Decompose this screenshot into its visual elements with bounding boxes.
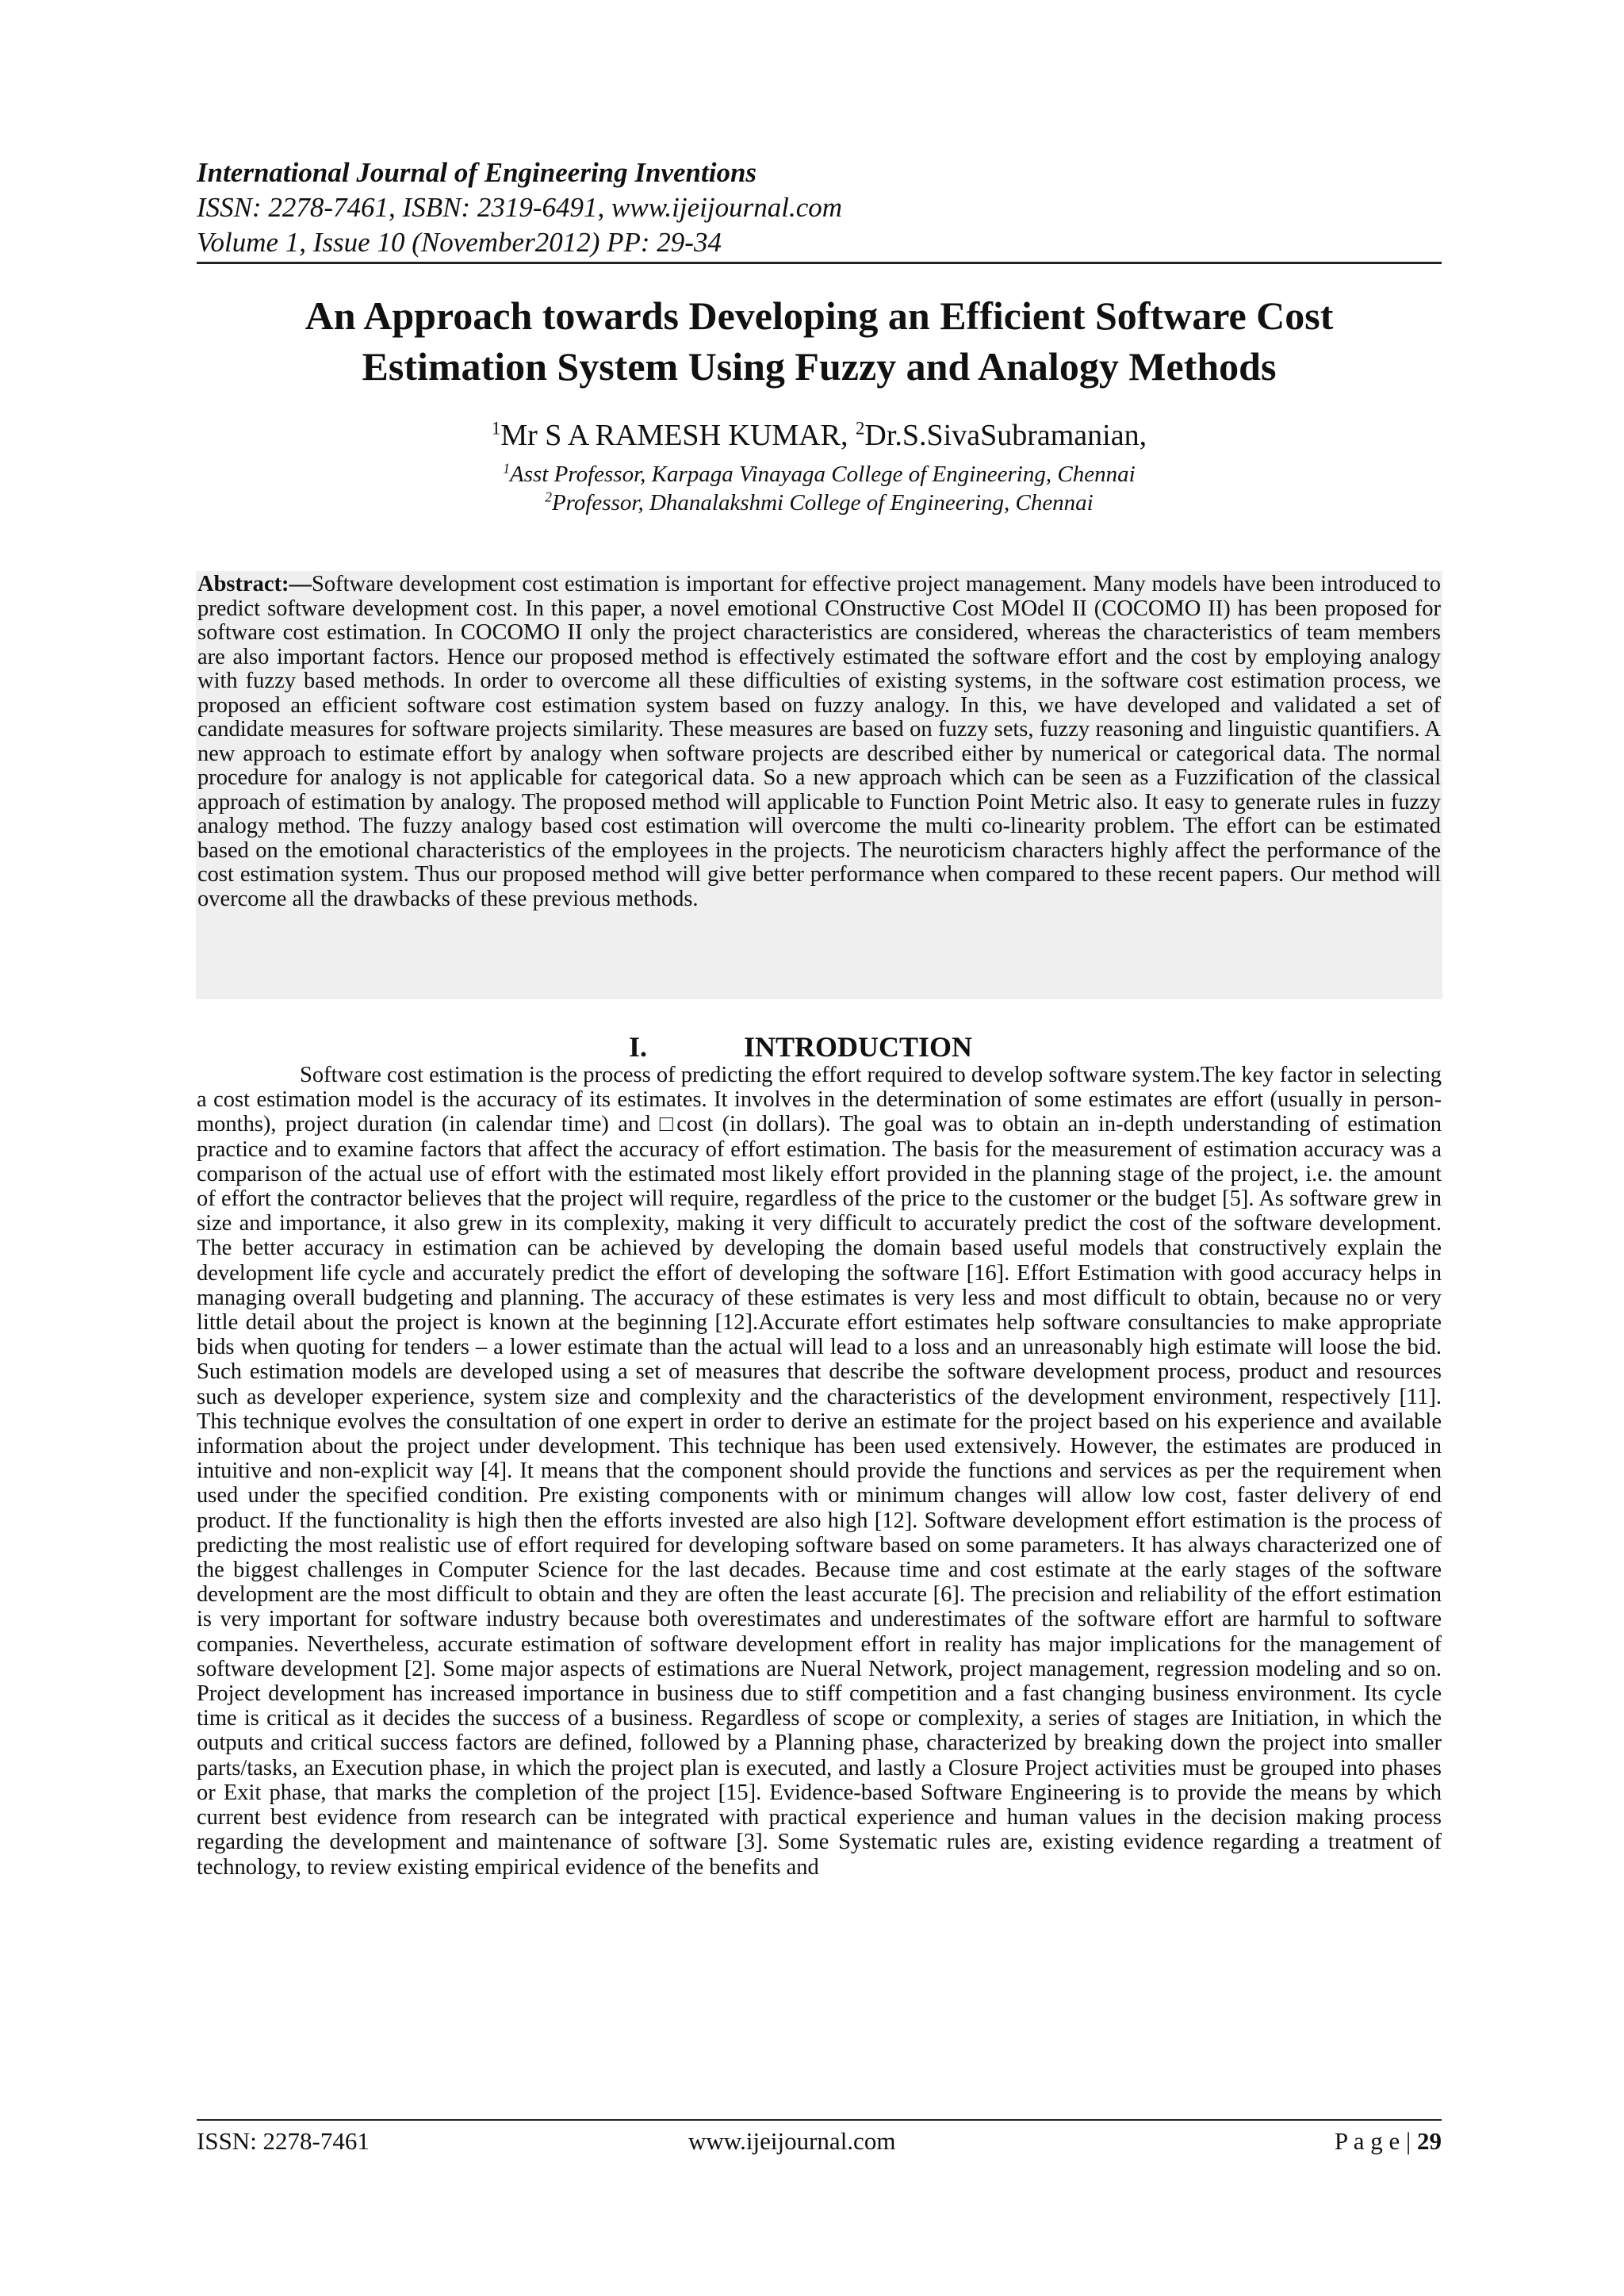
footer-page xyxy=(1335,2125,1442,2157)
journal-volume-line: Volume 1, Issue 10 (November2012) PP: 29-34 xyxy=(197,227,722,258)
section-number: I. xyxy=(629,1031,648,1063)
abstract-block xyxy=(196,571,1442,999)
section-title: INTRODUCTION xyxy=(744,1031,973,1063)
paper-title xyxy=(197,290,1442,392)
paper-title-line-2: Estimation System Using Fuzzy and Analogy Methods xyxy=(362,344,1277,389)
affiliation-2-text: Professor, Dhanalakshmi College of Engineering, Chennai xyxy=(551,490,1094,516)
footer-divider xyxy=(197,2119,1442,2121)
page-footer xyxy=(197,2125,1442,2157)
paper-title-line-1: An Approach towards Developing an Efficient Software Cost xyxy=(304,293,1334,338)
journal-header xyxy=(197,155,1442,260)
footer-issn: ISSN: 2278-7461 xyxy=(197,2127,370,2155)
affiliation-2 xyxy=(197,489,1442,517)
footer-page-label: P a g e | xyxy=(1334,2127,1417,2155)
journal-issn-line: ISSN: 2278-7461, ISBN: 2319-6491, www.ijeijournal.com xyxy=(197,192,843,223)
author-2-name: Dr.S.SivaSubramanian, xyxy=(864,419,1147,452)
abstract-text: Software development cost estimation is important for effective project management. Many models have been introduced to predict software development cost. In this paper, a novel emotional COnstructive Cost MOdel II (COCOMO II) has been proposed for software cost estimation. In COCOMO II only the project characteristics are considered, whereas the characteristics of team members are also important factors. Hence our proposed method is effectively estimated the software effort and the cost by employing analogy with fuzzy based methods. In order to overcome all these difficulties of existing systems, in the software cost estimation process, we proposed an efficient software cost estimation system based on fuzzy analogy. In this, we have developed and validated a set of candidate measures for software projects similarity. These measures are based on fuzzy sets, fuzzy reasoning and linguistic quantifiers. A new approach to estimate effort by analogy when software projects are described either by numerical or categorical data. The normal procedure for analogy is not applicable for categorical data. So a new approach which can be seen as a Fuzzification of the classical approach of estimation by analogy. The proposed method will applicable to Function Point Metric also. It easy to generate rules in fuzzy analogy method. The fuzzy analogy based cost estimation will overcome the multi co-linearity problem. The effort can be estimated based on the emotional characteristics of the employees in the projects. The neuroticism characters highly affect the performance of the cost estimation system. Thus our proposed method will give better performance when compared to these recent papers. Our method will overcome all the drawbacks of these previous methods. xyxy=(197,572,1441,911)
author-2-superscript: 2 xyxy=(855,418,865,439)
authors-line xyxy=(197,416,1442,454)
affiliation-1-text: Asst Professor, Karpaga Vinayaga College of Engineering, Chennai xyxy=(510,462,1136,487)
affiliation-1-superscript: 1 xyxy=(503,460,511,477)
header-divider xyxy=(197,262,1442,264)
author-1-superscript: 1 xyxy=(491,418,501,439)
abstract-label: Abstract:— xyxy=(197,572,312,596)
introduction-body: Software cost estimation is the process of predicting the effort required to develop software system.The key factor in selecting a cost estimation model is the accuracy of its estimates. It involves in the determination of some estimates are effort (usually in person-months), project duration (in calendar time) and □cost (in dollars). The goal was to obtain an in-depth understanding of estimation practice and to examine factors that affect the accuracy of effort estimation. The basis for the measurement of estimation accuracy was a comparison of the actual use of effort with the estimated most likely effort provided in the planning stage of the project, i.e. the amount of effort the contractor believes that the project will require, regardless of the price to the customer or the budget [5]. As software grew in size and importance, it also grew in its complexity, making it very difficult to accurately predict the cost of the software development. The better accuracy in estimation can be achieved by developing the domain based useful models that constructively explain the development life cycle and accurately predict the effort of developing the software [16]. Effort Estimation with good accuracy helps in managing overall budgeting and planning. The accuracy of these estimates is very less and most difficult to obtain, because no or very little detail about the project is known at the beginning [12].Accurate effort estimates help software consultancies to make appropriate bids when quoting for tenders – a lower estimate than the actual will lead to a loss and an unreasonably high estimate will loose the bid. Such estimation models are developed using a set of measures that describe the software development process, product and resources such as developer experience, system size and complexity and the characteristics of the development environment, respectively [11]. This technique evolves the consultation of one expert in order to derive an estimate for the project based on his experience and available information about the project under development. This technique has been used extensively. However, the estimates are produced in intuitive and non-explicit way [4]. It means that the component should provide the functions and services as per the requirement when used under the specified condition. Pre existing components with or minimum changes will allow low cost, faster delivery of end product. If the functionality is high then the efforts invested are also high [12]. Software development effort estimation is the process of predicting the most realistic use of effort required for developing software based on some parameters. It has always characterized one of the biggest challenges in Computer Science for the last decades. Because time and cost estimate at the early stages of the software development are the most difficult to obtain and they are often the least accurate [6]. The precision and reliability of the effort estimation is very important for software industry because both overestimates and underestimates of the software effort are harmful to software companies. Nevertheless, accurate estimation of software development effort in reality has major implications for the management of software development [2]. Some major aspects of estimations are Nueral Network, project management, regression modeling and so on. Project development has increased importance in business due to stiff competition and a fast changing business environment. Its cycle time is critical as it decides the success of a business. Regardless of scope or complexity, a series of stages are Initiation, in which the outputs and critical success factors are defined, followed by a Planning phase, characterized by breaking down the project into smaller parts/tasks, an Execution phase, in which the project plan is executed, and lastly a Closure Project activities must be grouped into phases or Exit phase, that marks the completion of the project [15]. Evidence-based Software Engineering is to provide the means by which current best evidence from research can be integrated with practical experience and human values in the decision making process regarding the development and maintenance of software [3]. Some Systematic rules are, existing evidence regarding a treatment of technology, to review existing empirical evidence of the benefits and xyxy=(197,1063,1442,1880)
author-1-name: Mr S A RAMESH KUMAR, xyxy=(500,419,856,452)
affiliation-1 xyxy=(197,460,1442,489)
footer-website: www.ijeijournal.com xyxy=(688,2127,896,2155)
footer-page-number: 29 xyxy=(1417,2127,1442,2155)
affiliation-2-superscript: 2 xyxy=(545,489,552,505)
journal-name: International Journal of Engineering Inventions xyxy=(197,157,757,188)
